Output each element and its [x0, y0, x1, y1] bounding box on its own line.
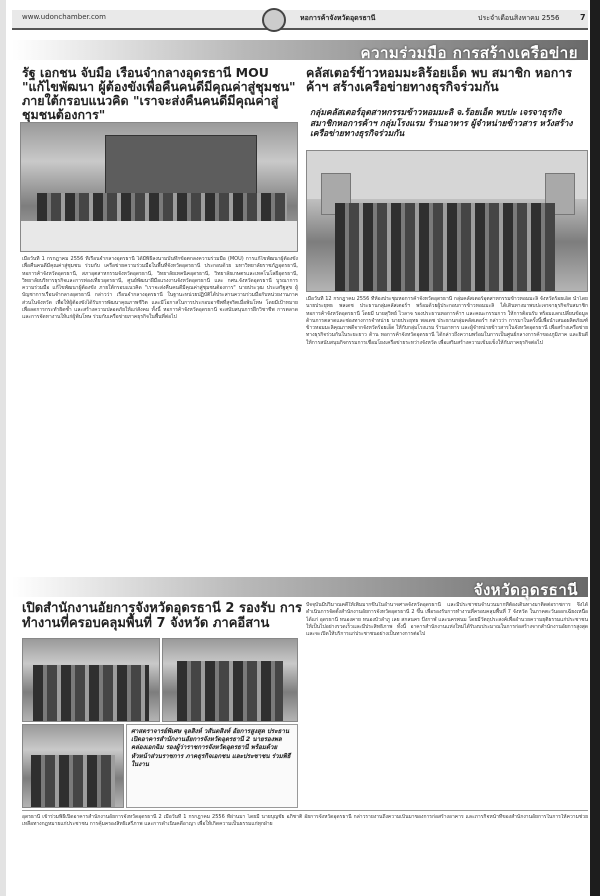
- bottom-article-body-right: ปัจจุบันมีปริมาณคดีให้เพิ่มมากขึ้นในอำนาจศาลจังหวัดอุดรธานี และมีประชาชนจำนวนมากที่ต้องเดินทางมาติดต่อราชการ จึงได้ดำเนินการจัดตั้งสำนักงานอัยการจังหวัดอุดรธานี 2 ขึ้น เพื่อรองรับการทำงานที่ครอบคลุมพื้นที่ 7 จังหวัด ในภาคตะวันออกเฉียงเหนือ ได้แก่ อุดรธานี หนองคาย หนองบัวลำภู เลย สกลนคร บึงกาฬ และนครพนม โดยมีวัตถุประสงค์เพื่ออำนวยความยุติธรรมแก่ประชาชนให้เป็นไปอย่างรวดเร็วและมีประสิทธิภาพ ทั้งนี้ อาคารสำนักงานแห่งใหม่ได้รับงบประมาณในการก่อสร้างจากสำนักงานอัยการสูงสุด และจะเปิดให้บริการแก่ประชาชนอย่างเป็นทางการต่อไป: [306, 602, 588, 637]
- bottom-article-body-lower: อุดรธานี เข้าร่วมพิธีเปิดอาคารสำนักงานอัยการจังหวัดอุดรธานี 2 เมื่อวันที่ 1 กรกฎาคม 2556 ที่ผ่านมา โดยมี นายบุญชัย อภิชาติ อัยการจังหวัดอุดรธานี กล่าวรายงานถึงความเป็นมาของการก่อสร้างอาคาร และภารกิจหน้าที่ของสำนักงานอัยการในการให้ความช่วยเหลือทางกฎหมายแก่ประชาชน การคุ้มครองสิทธิเสรีภาพ และการดำเนินคดีอาญา เพื่อให้เกิดความเป็นธรรมแก่ทุกฝ่าย: [22, 814, 588, 828]
- left-margin-band: [0, 0, 6, 896]
- left-article-body: เมื่อวันที่ 1 กรกฎาคม 2556 ที่เรือนจำกลางอุดรธานี ได้มีพิธีลงนามบันทึกข้อตกลงความร่วมมือ (MOU) การแก้ไขพัฒนาผู้ต้องขังเพื่อคืนคนดีมีคุณค่าสู่ชุมชน ร่วมกับ เครือข่ายความร่วมมือในพื้นที่จังหวัดอุดรธานี ประกอบด้วย มหาวิทยาลัยราชภัฏอุดรธานี, หอการค้าจังหวัดอุดรธานี, สภาอุตสาหกรรมจังหวัดอุดรธานี, วิทยาลัยเทคนิคอุดรธานี, วิทยาลัยเกษตรและเทคโนโลยีอุดรธานี, วิทยาลัยบริหารธุรกิจและการท่องเที่ยวอุดรธานี, ศูนย์พัฒนาฝีมือแรงงานจังหวัดอุดรธานี และ กศน.จังหวัดอุดรธานี บูรณาการความร่วมมือ แก้ไขพัฒนาผู้ต้องขัง ภายใต้กรอบแนวคิด "เราจะส่งคืนคนดีมีคุณค่าสู่ชุมชนต้องการ" นายประวุฒ ประเสริฐสุข ผู้บัญชาการเรือนจำกลางอุดรธานี กล่าวว่า เรือนจำกลางอุดรธานี ในฐานะหน่วยปฏิบัติได้ประสานความร่วมมือกับหน่วยงานภาคส่วนในจังหวัด เพื่อให้ผู้ต้องขังได้รับการพัฒนาคุณภาพชีวิต และมีโอกาสในการประกอบอาชีพที่สุจริตเมื่อพ้นโทษ โดยมีเป้าหมายเพื่อลดการกระทำผิดซ้ำ และสร้างความปลอดภัยให้แก่สังคม ทั้งนี้ หอการค้าจังหวัดอุดรธานี จะสนับสนุนการฝึกวิชาชีพ การตลาด และการจัดหางานให้แก่ผู้พ้นโทษ ร่วมกับเครือข่ายภาคธุรกิจในพื้นที่ต่อไป: [22, 256, 298, 320]
- left-article-photo: [20, 122, 298, 252]
- bottom-photo-2: [162, 638, 298, 722]
- section-bar-udon: [12, 577, 588, 597]
- right-edge-band: [590, 0, 600, 896]
- bottom-article-headline: เปิดสำนักงานอัยการจังหวัดอุดรธานี 2 รองรับ การทำงานที่ครอบคลุมพื้นที่ 7 จังหวัด ภาคอีสาน: [22, 601, 303, 631]
- bottom-caption-box: [126, 724, 298, 808]
- right-article-headline: คลัสเตอร์ข้าวหอมมะลิร้อยเอ็ด พบ สมาชิก หอการค้าฯ สร้างเครือข่ายทางธุรกิจร่วมกัน: [306, 65, 573, 94]
- bottom-photo-1: [22, 638, 160, 722]
- right-article-body: เมื่อวันที่ 12 กรกฎาคม 2556 ที่ห้องประชุมหอการค้าจังหวัดอุดรธานี กลุ่มคลัสเตอร์อุตสาหกรรมข้าวหอมมะลิ จังหวัดร้อยเอ็ด นำโดย นายประยุทธ พลเดช ประธานกลุ่มคลัสเตอร์ฯ พร้อมด้วยผู้ประกอบการข้าวหอมมะลิ ได้เดินทางมาพบปะเจรจาธุรกิจกับสมาชิกหอการค้าจังหวัดอุดรธานี โดยมี นายสุวิทย์ ไวลาจ รองประธานหอการค้าฯ และคณะกรรมการ ให้การต้อนรับ พร้อมแลกเปลี่ยนข้อมูลด้านการตลาดและช่องทางการจำหน่าย นายประยุทธ พลเดช ประธานกลุ่มคลัสเตอร์ฯ กล่าวว่า การมาในครั้งนี้เพื่อนำเสนอผลิตภัณฑ์ข้าวหอมมะลิคุณภาพดีจากจังหวัดร้อยเอ็ด ให้กับกลุ่มโรงแรม ร้านอาหาร และผู้จำหน่ายข้าวสารในจังหวัดอุดรธานี เพื่อสร้างเครือข่ายทางธุรกิจร่วมกันในระยะยาว ด้าน หอการค้าจังหวัดอุดรธานี ได้กล่าวถึงความพร้อมในการเป็นศูนย์กลางการค้าของภูมิภาค และยินดีให้การสนับสนุนกิจกรรมการเชื่อมโยงเครือข่ายระหว่างจังหวัด เพื่อเสริมสร้างความเข้มแข็งให้กับภาคธุรกิจต่อไป: [306, 296, 588, 346]
- issue-date: ประจำเดือนสิงหาคม 2556: [478, 14, 560, 22]
- group-photo-people: [335, 203, 555, 291]
- officials-group-2: [177, 661, 283, 721]
- officials-group-1: [33, 665, 149, 721]
- section-title-cooperation: ความร่วมมือ การสร้างเครือข่าย: [360, 44, 578, 62]
- page-number: 7: [580, 13, 586, 22]
- right-article-photo: [306, 150, 588, 292]
- bottom-divider: [22, 810, 588, 811]
- section-bar-cooperation: [12, 40, 588, 60]
- chamber-name: หอการค้าจังหวัดอุดรธานี: [300, 14, 376, 22]
- officials-group-3: [31, 755, 115, 807]
- seated-officials: [37, 193, 287, 223]
- bottom-caption-text: ศาสตราจารย์พิเศษ จุลสิงห์ วสันตสิงห์ อัยการสูงสุด ประธานเปิดอาคารสำนักงานอัยการจังหวัดอุดรธานี 2 นายรองพล คล่องเอกฉิม รองผู้ว่าราชการจังหวัดอุดรธานี พร้อมด้วยหัวหน้าส่วนราชการ ภาคธุรกิจเอกชน และประชาชน ร่วมพิธีในงาน: [131, 728, 291, 768]
- page-header: [12, 10, 588, 30]
- site-url: www.udonchamber.com: [22, 13, 106, 21]
- right-article-subhead: กลุ่มคลัสเตอร์อุตสาหกรรมข้าวหอมมะลิ จ.ร้อยเอ็ด พบปะ เจรจาธุรกิจ สมาชิกหอการค้าฯ กลุ่มโรงแรม ร้านอาหาร ผู้จำหน่ายข้าวสาร หวังสร้างเครือข่ายทางธุรกิจร่วมกัน: [310, 108, 573, 140]
- chamber-seal-icon: [262, 8, 286, 32]
- ceremony-banner: [105, 135, 257, 195]
- left-article-headline: รัฐ เอกชน จับมือ เรือนจำกลางอุดรธานี MOU "แก้ไขพัฒนา ผู้ต้องขังเพื่อคืนคนดีมีคุณค่าสู่ชุมชน" ภายใต้กรอบแนวคิด "เราจะส่งคืนคนดีมีคุณค่าสู่ชุมชนต้องการ": [22, 65, 296, 122]
- signing-table: [21, 221, 297, 251]
- bottom-photo-3: [22, 724, 124, 808]
- section-title-udon: จังหวัดอุดรธานี: [473, 581, 578, 599]
